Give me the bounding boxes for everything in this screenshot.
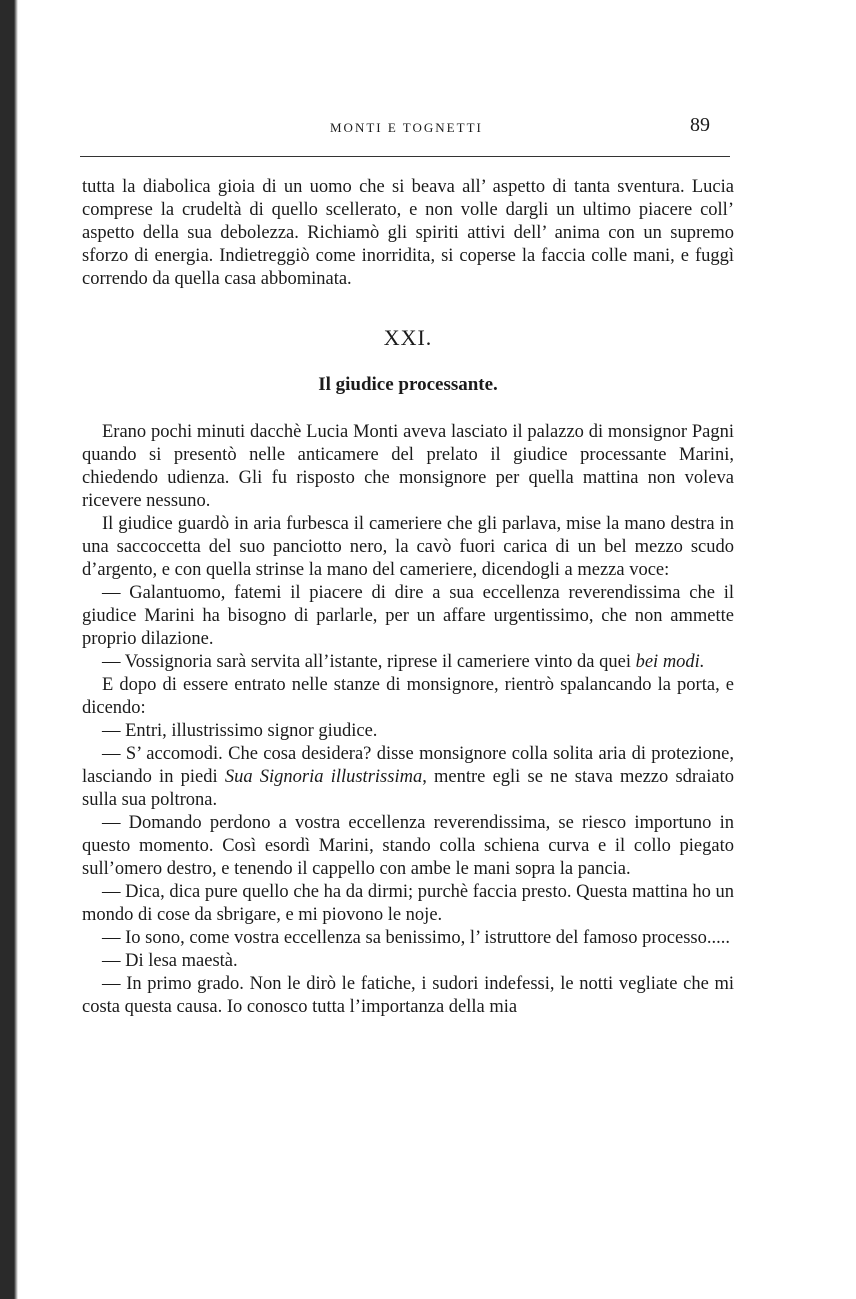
header-rule <box>80 156 730 157</box>
paragraph: Erano pochi minuti dacchè Lucia Monti aveva lasciato il palazzo di monsignor Pagni quando si presentò nelle anticamere del prelato il giudice processante Marini, chiedendo udienza. Gli fu risposto che monsignore per quella mattina non voleva ricevere nessuno. <box>82 422 734 511</box>
paragraph: — Entri, illustrissimo signor giudice. <box>102 721 378 741</box>
chapter-number: XXI. <box>383 325 433 350</box>
paragraph: — Di lesa maestà. <box>102 951 238 971</box>
chapter-title: Il giudice processante. <box>318 374 498 395</box>
running-title: MONTI E TOGNETTI <box>330 120 483 135</box>
paragraph: — In primo grado. Non le dirò le fatiche, i sudori indefessi, le notti vegliate che mi costa questa causa. Io conosco tutta l’importanza della mia <box>82 974 734 1017</box>
body-text <box>82 176 734 1019</box>
paragraph: — Io sono, come vostra eccellenza sa benissimo, l’ istruttore del famoso processo..... <box>102 928 730 948</box>
paragraph: E dopo di essere entrato nelle stanze di monsignore, rientrò spalancando la porta, e dicendo: <box>82 675 734 718</box>
paragraph <box>82 743 734 812</box>
paragraph <box>82 651 734 674</box>
paragraph-text: — Vossignoria sarà servita all’istante, riprese il cameriere vinto da quei <box>102 652 636 672</box>
paragraph-text: , mentre egli se ne stava mezzo sdraiato sulla sua poltrona. <box>82 767 735 810</box>
paragraph: Il giudice guardò in aria furbesca il cameriere che gli parlava, mise la mano destra in una saccoccetta del suo panciotto nero, la cavò fuori carica di un bel mezzo scudo d’argento, e con quella strinse la mano del cameriere, dicendogli a mezza voce: <box>82 514 734 580</box>
paragraph: — Dica, dica pure quello che ha da dirmi; purchè faccia presto. Questa mattina ho un mondo di cose da sbrigare, e mi piovono le noje. <box>82 882 734 925</box>
running-header <box>80 114 730 142</box>
paragraph: — Galantuomo, fatemi il piacere di dire a sua eccellenza reverendissima che il giudice Marini ha bisogno di parlarle, per un affare urgentissimo, che non ammette proprio dilazione. <box>82 583 734 649</box>
page-number: 89 <box>690 114 710 136</box>
paragraph: tutta la diabolica gioia di un uomo che si beava all’ aspetto di tanta sventura. Lucia comprese la crudeltà di quello scellerato, e non volle dargli un ultimo piacere coll’ aspetto della sua debolezza. Richiamò gli spiriti attivi dell’ anima con un supremo sforzo di energia. Indietreggiò come inorridita, si coperse la faccia colle mani, e fuggì correndo da quella casa abbominata. <box>82 177 734 289</box>
paragraph: — Domando perdono a vostra eccellenza reverendissima, se riesco importuno in questo momento. Così esordì Marini, stando colla schiena curva e il collo piegato sull’omero destro, e tenendo il cappello con ambe le mani sopra la pancia. <box>82 813 734 879</box>
page-binding-edge <box>0 0 18 1299</box>
italic-text: bei modi. <box>635 652 705 672</box>
italic-text: Sua Signoria illustrissima <box>224 767 423 787</box>
paragraph-text: — S’ accomodi. Che cosa desidera? disse monsignore colla solita aria di protezione, lasciando in piedi <box>82 744 734 787</box>
